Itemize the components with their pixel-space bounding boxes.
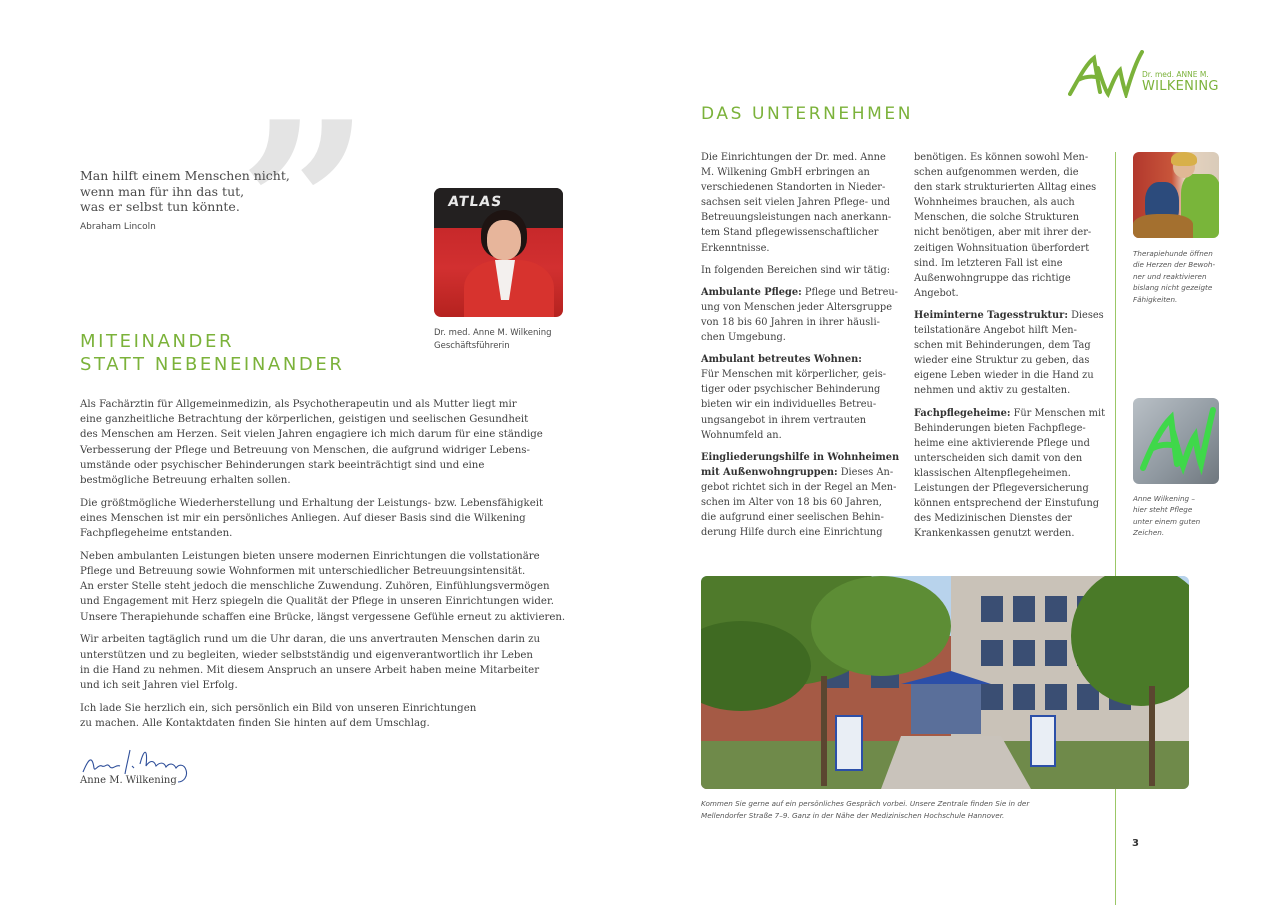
paragraph-label: Fachpflegeheime: <box>914 407 1011 419</box>
text-line: in die Hand zu nehmen. Mit diesem Anspruch an unsere Arbeit haben meine Mitarbeiter <box>80 664 540 676</box>
caption-line: Anne Wilkening – <box>1133 494 1195 503</box>
text-line: schen im Alter von 18 bis 60 Jahren, <box>701 496 882 508</box>
text-line: können entsprechend der Einstufung <box>914 498 1100 510</box>
signer-name: Anne M. Wilkening <box>80 775 177 786</box>
paragraph-label: Ambulant betreutes Wohnen: <box>701 354 862 366</box>
text-line: nehmen und aktiv zu gestalten. <box>914 385 1071 397</box>
text-fragment: Dieses An- <box>837 466 894 478</box>
text-line: Als Fachärztin für Allgemeinmedizin, als Psychotherapeutin und als Mutter liegt mir <box>80 399 517 410</box>
text-line: schen aufgenommen werden, die <box>914 167 1079 179</box>
logo-sign-photo <box>1133 398 1219 484</box>
caption-line: Zeichen. <box>1133 528 1165 538</box>
text-line: Angebot. <box>914 287 959 299</box>
text-line: Pflege und Betreuung sowie Wohnformen mit unterschiedlicher Betreuungsintensität. <box>80 566 526 578</box>
text-line: des Menschen am Herzen. Seit vielen Jahren engagiere ich mich darum für eine ständige <box>80 429 543 441</box>
text-line: chen Umgebung. <box>701 332 786 344</box>
paragraph <box>80 397 550 488</box>
text-line: wieder eine Struktur zu geben, das <box>914 355 1090 367</box>
text-line: bieten wir ein individuelles Betreu- <box>701 399 877 411</box>
text-line: Wohnheimes brauchen, als auch <box>914 197 1075 209</box>
text-line: Behinderungen bieten Fachpflege- <box>914 422 1086 434</box>
portrait-caption-name: Dr. med. Anne M. Wilkening <box>434 328 552 338</box>
text-line: klassischen Altenpflegeheimen. <box>914 467 1071 479</box>
text-line: eigene Leben wieder in die Hand zu <box>914 370 1094 382</box>
text-line: von 18 bis 60 Jahren in ihrer häusli- <box>701 316 880 328</box>
paragraph <box>701 150 901 256</box>
text-line: Wohnumfeld an. <box>701 429 782 441</box>
text-line: sachsen seit vielen Jahren Pflege- und <box>701 197 891 209</box>
text-line: Außenwohngruppe das richtige <box>914 272 1071 284</box>
text-line: zeitigen Wohnsituation überfordert <box>914 242 1090 254</box>
portrait-caption-role: Geschäftsführerin <box>434 341 510 351</box>
paragraph <box>914 406 1104 542</box>
text-line: gebot richtet sich in der Regel an Men- <box>701 481 897 493</box>
text-line: Leistungen der Pflegeversicherung <box>914 482 1089 494</box>
text-line: derung Hilfe durch eine Einrichtung <box>701 527 883 539</box>
text-line: In folgenden Bereichen sind wir tätig: <box>701 264 891 276</box>
text-line: schen mit Behinderungen, dem Tag <box>914 340 1091 352</box>
text-line: und Engagement mit Herz spiegeln die Qualität der Pflege in unseren Einrichtungen wider. <box>80 596 554 608</box>
text-line: Für Menschen mit körperlicher, geis- <box>701 369 887 381</box>
text-line: Die Einrichtungen der Dr. med. Anne <box>701 152 886 163</box>
text-line: ungsangebot in ihrem vertrauten <box>701 414 867 426</box>
paragraph <box>701 450 901 541</box>
text-line: des Medizinischen Dienstes der <box>914 513 1072 525</box>
intro-text <box>80 397 566 739</box>
text-line <box>914 308 1104 323</box>
heading-line: STATT NEBENEINANDER <box>80 354 345 375</box>
text-line: eines Menschen ist mir ein persönliches Anliegen. Auf dieser Basis sind die Wilkening <box>80 512 526 524</box>
side-caption-logo <box>1133 493 1223 539</box>
caption-line: hier steht Pflege <box>1133 505 1193 515</box>
text-line <box>914 406 1104 421</box>
building-caption <box>701 798 1121 821</box>
text-line: Wir arbeiten tagtäglich rund um die Uhr daran, die uns anvertrauten Menschen darin zu <box>80 634 541 646</box>
text-fragment: Pflege und Betreu- <box>801 286 898 298</box>
portrait-face <box>487 220 521 260</box>
text-line: Menschen, die solche Strukturen <box>914 212 1079 224</box>
text-line: An erster Stelle steht jedoch die menschliche Zuwendung. Zuhören, Einfühlungsvermögen <box>80 581 550 593</box>
text-line: Erkenntnisse. <box>701 242 770 254</box>
portrait-photo <box>434 188 563 317</box>
paragraph <box>914 308 1104 399</box>
section-heading-right: DAS UNTERNEHMEN <box>701 104 914 124</box>
page-number: 3 <box>1132 838 1139 849</box>
text-line: Unsere Therapiehunde schaffen eine Brücke, längst vergessene Gefühle erneut zu aktivieren. <box>80 611 566 623</box>
caption-line: ner und reaktivieren <box>1133 271 1207 281</box>
text-line <box>701 285 901 300</box>
text-line: verschiedenen Standorten in Nieder- <box>701 182 886 194</box>
logo-title: WILKENING <box>1142 79 1219 94</box>
caption-line: Therapiehunde öffnen <box>1133 249 1213 258</box>
therapy-dog-photo <box>1133 152 1219 238</box>
quote-mark-icon: ” <box>238 72 371 342</box>
portrait-caption <box>434 327 552 353</box>
text-line: Fachpflegeheime entstanden. <box>80 528 233 540</box>
paragraph <box>80 632 550 693</box>
paragraph-label: Heiminterne Tagesstruktur: <box>914 309 1068 321</box>
paragraph-label: Ambulante Pflege: <box>701 286 802 298</box>
paragraph <box>701 352 901 443</box>
text-line: Die größtmögliche Wiederherstellung und Erhaltung der Leistungs- bzw. Lebensfähigkeit <box>80 497 544 509</box>
text-line: tem Stand pflegewissenschaftlicher <box>701 227 879 239</box>
paragraph-label: Eingliederungshilfe in Wohnheimen mit Außenwohngruppen: <box>701 451 900 478</box>
text-column-1 <box>701 150 901 547</box>
text-line: heime eine aktivierende Pflege und <box>914 437 1090 449</box>
text-line <box>701 352 901 367</box>
text-line: ung von Menschen jeder Altersgruppe <box>701 301 893 313</box>
quote-line: was er selbst tun könnte. <box>80 199 240 214</box>
neon-aw-logo-icon <box>1133 398 1219 484</box>
text-line: teilstationäre Angebot hilft Men- <box>914 325 1077 337</box>
caption-line: bislang nicht gezeigte <box>1133 283 1213 293</box>
text-line: unterstützen und zu begleiten, wieder selbstständig und eigenverantwortlich ihr Leben <box>80 649 533 661</box>
quote-line: Man hilft einem Menschen nicht, <box>80 168 290 183</box>
caption-line: die Herzen der Bewoh- <box>1133 260 1216 270</box>
paragraph <box>914 150 1104 301</box>
text-line: unterscheiden sich damit von den <box>914 452 1083 464</box>
text-line: Neben ambulanten Leistungen bieten unsere modernen Einrichtungen die vollstationäre <box>80 550 540 562</box>
headquarters-photo <box>701 576 1189 789</box>
text-line: Betreuungsleistungen nach anerkann- <box>701 212 892 224</box>
text-line: tiger oder psychischer Behinderung <box>701 384 881 396</box>
text-line: Krankenkassen genutzt werden. <box>914 528 1075 540</box>
text-line: bestmögliche Betreuung erhalten sollen. <box>80 475 291 487</box>
paragraph <box>80 496 550 542</box>
photo-person-hair <box>1171 152 1197 166</box>
portrait-sign-text: ATLAS <box>446 194 504 210</box>
quote <box>80 168 320 215</box>
caption-line: Mellendorfer Straße 7–9. Ganz in der Nähe der Medizinischen Hochschule Hannover. <box>701 810 1005 820</box>
quote-author: Abraham Lincoln <box>80 222 156 232</box>
text-line: umstände oder psychischer Behinderungen stark beeinträchtigt sind und eine <box>80 459 485 471</box>
heading-line: MITEINANDER <box>80 331 235 352</box>
text-line: den stark strukturierten Alltag eines <box>914 182 1097 194</box>
paragraph <box>701 263 901 278</box>
text-line: nicht benötigen, aber mit ihrer der- <box>914 227 1092 239</box>
text-fragment: Dieses <box>1067 309 1104 321</box>
text-line: die aufgrund einer seelischen Behin- <box>701 512 884 524</box>
caption-line: unter einem guten <box>1133 516 1201 526</box>
caption-line: Fähigkeiten. <box>1133 294 1178 304</box>
company-logo <box>1068 50 1219 98</box>
text-line: eine ganzheitliche Betrachtung der körperlichen, geistigen und seelischen Gesundheit <box>80 414 529 426</box>
side-caption-dogs <box>1133 248 1223 305</box>
text-fragment: Für Menschen mit <box>1010 407 1106 419</box>
text-line <box>701 450 901 480</box>
paragraph <box>701 285 901 345</box>
photo-dog <box>1133 214 1193 238</box>
quote-line: wenn man für ihn das tut, <box>80 183 245 199</box>
column-divider <box>1115 152 1116 905</box>
text-line: und ich seit Jahren viel Erfolg. <box>80 679 238 691</box>
text-line: Verbesserung der Pflege und Betreuung von Menschen, die aufgrund widriger Lebens- <box>80 444 530 456</box>
text-column-2 <box>914 150 1104 548</box>
paragraph <box>80 549 566 625</box>
text-line: M. Wilkening GmbH erbringen an <box>701 167 870 179</box>
section-heading-left <box>80 330 344 376</box>
text-line: benötigen. Es können sowohl Men- <box>914 152 1089 163</box>
logo-subtitle: Dr. med. ANNE M. <box>1142 70 1209 79</box>
aw-logo-icon <box>1068 50 1144 98</box>
text-line: Ich lade Sie herzlich ein, sich persönlich ein Bild von unseren Einrichtungen <box>80 702 477 714</box>
text-line: zu machen. Alle Kontaktdaten finden Sie hinten auf dem Umschlag. <box>80 717 430 729</box>
caption-line: Kommen Sie gerne auf ein persönliches Gespräch vorbei. Unsere Zentrale finden Sie in der <box>701 799 1030 808</box>
paragraph <box>80 701 550 731</box>
text-line: sind. Im letzteren Fall ist eine <box>914 257 1063 269</box>
